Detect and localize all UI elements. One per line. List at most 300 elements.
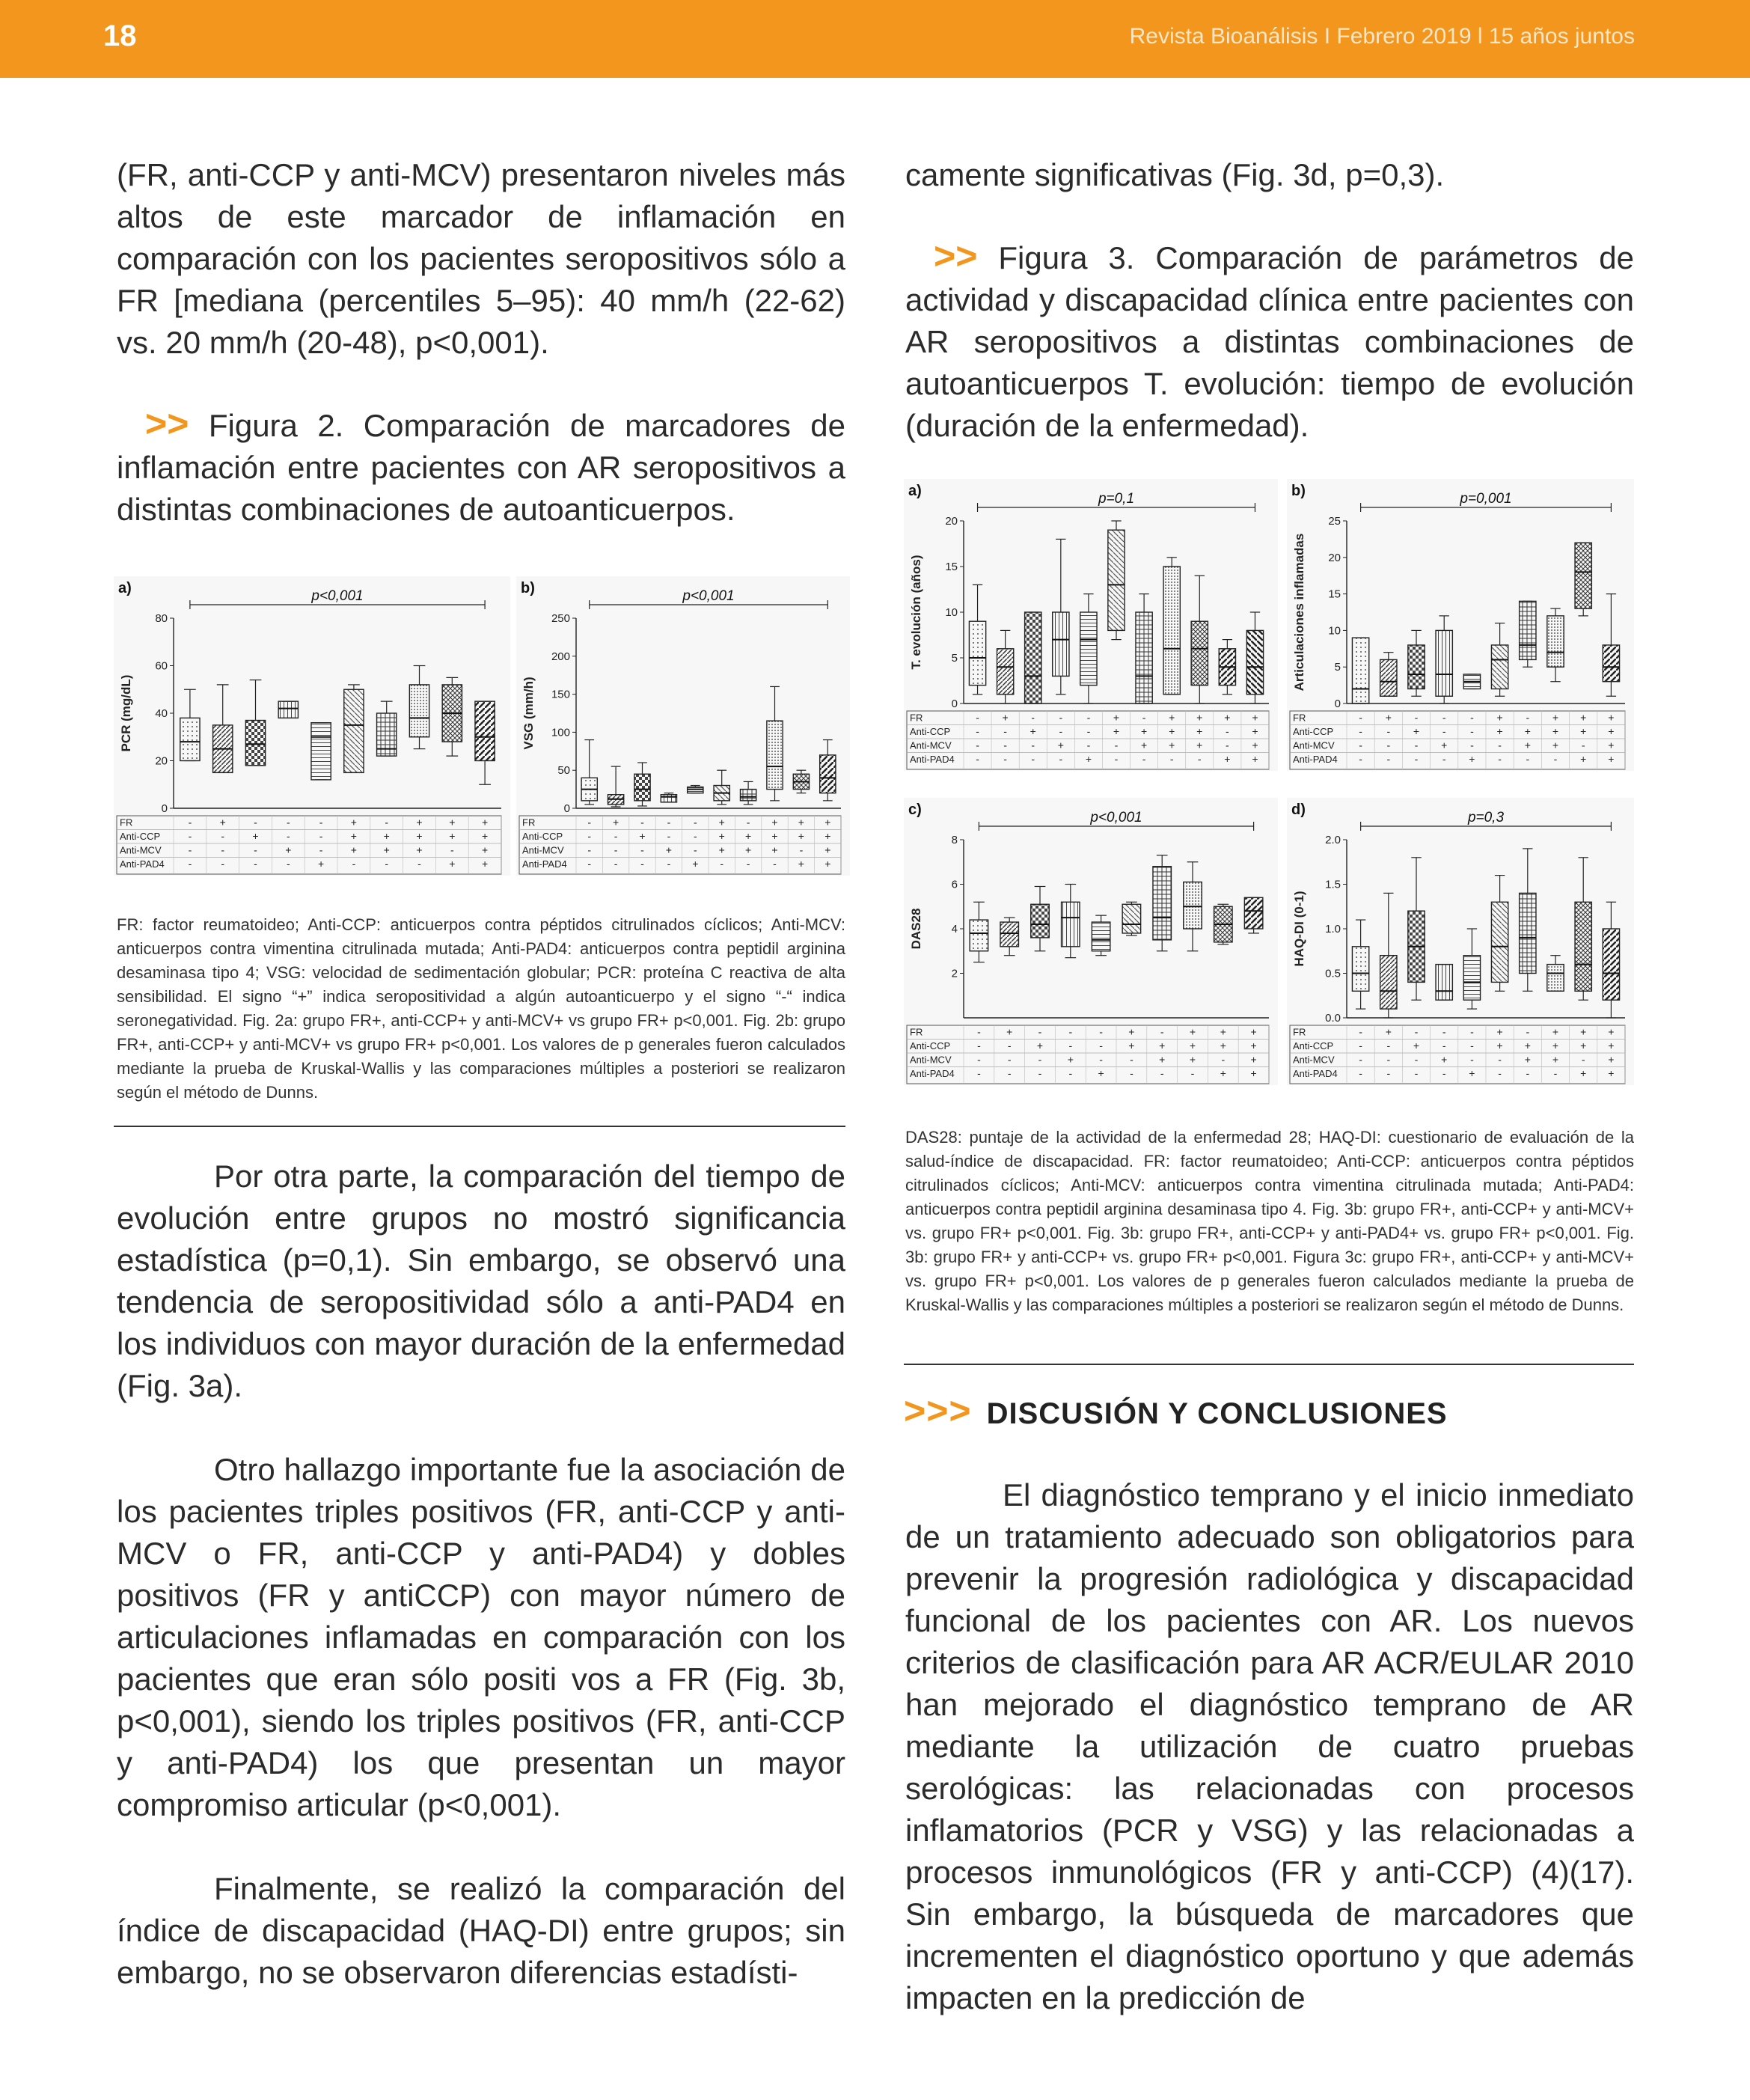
box-plot: [1520, 601, 1536, 667]
table-row-label: Anti-CCP: [910, 726, 951, 737]
table-sign: +: [1252, 711, 1258, 724]
y-tick-label: 5: [951, 652, 958, 665]
box-plot: [1025, 612, 1041, 703]
table-sign: +: [1057, 739, 1064, 751]
table-sign: +: [639, 830, 646, 842]
table-sign: -: [1003, 739, 1007, 751]
table-sign: -: [1099, 1040, 1103, 1051]
table-row-label: Anti-PAD4: [1293, 1068, 1338, 1079]
box: [1380, 659, 1397, 696]
table-sign: -: [693, 830, 697, 842]
table-sign: +: [1496, 1025, 1503, 1038]
figure-2-title: [117, 403, 845, 531]
table-sign: +: [718, 843, 725, 856]
table-sign: -: [1190, 1067, 1195, 1079]
table-sign: -: [587, 858, 592, 870]
table-sign: +: [416, 830, 423, 842]
panel-label: c): [908, 802, 922, 818]
table-sign: +: [1224, 711, 1231, 724]
table-sign: -: [1059, 725, 1063, 737]
figure-3c-chart: [904, 798, 1278, 1085]
box: [1520, 601, 1536, 659]
table-sign: -: [1086, 739, 1091, 751]
table-sign: -: [1059, 711, 1063, 724]
right-paragraph-1: camente significativas (Fig. 3d, p=0,3).: [905, 157, 1445, 192]
box-plot: [1153, 855, 1171, 951]
table-sign: +: [449, 830, 456, 842]
figure-3d-chart: [1287, 798, 1634, 1085]
table-sign: +: [771, 830, 778, 842]
table-sign: -: [640, 843, 644, 856]
panel-label: a): [908, 483, 922, 499]
box: [1491, 902, 1508, 982]
table-sign: -: [1470, 739, 1474, 751]
table-sign: -: [1414, 711, 1419, 724]
table-sign: +: [1441, 739, 1448, 751]
y-tick-label: 50: [557, 764, 570, 778]
box-plot: [1163, 558, 1180, 695]
table-sign: +: [1580, 711, 1587, 724]
table-sign: +: [1552, 725, 1559, 737]
figure-3b-chart: [1287, 479, 1634, 771]
box-plot: [688, 786, 703, 793]
table-row-label: FR: [1293, 712, 1306, 724]
table-sign: -: [693, 816, 697, 828]
table-sign: -: [1498, 739, 1502, 751]
table-sign: +: [1496, 725, 1503, 737]
table-sign: +: [1067, 1053, 1074, 1066]
table-sign: -: [1386, 739, 1391, 751]
table-row-label: Anti-CCP: [910, 1040, 951, 1051]
p-value-label: p=0,3: [1467, 810, 1505, 825]
table-sign: +: [1036, 1040, 1044, 1051]
table-sign: +: [1496, 1040, 1503, 1051]
table-sign: -: [1114, 753, 1119, 765]
box-plot: [793, 770, 809, 793]
figure-2-caption: FR: factor reumatoideo; Anti-CCP: anticuerpos contra péptidos citrulinados cíclicos; Anti-MCV: anticuerpos contra vimentina citrulinada mutada; Anti-PAD4: anticuerpos contra peptidil arginina desaminasa tipo 4; VSG: velocidad de sedimentación globular; PCR: proteína C reactiva de alta sensibilidad. El signo “+” indica seropositividad a algún autoanticuerpo y el signo “-“ indica seronegatividad. Fig. 2a: grupo FR+, anti-CCP+ y anti-MCV+ vs grupo FR+ p<0,001. Fig. 2b: grupo FR+, anti-CCP+ y anti-MCV+ vs grupo FR+ p<0,001. Los valores de p generales fueron calculados mediante la prueba de Kruskal-Wallis y las comparaciones múltiples a posteriori se realizaron según el método de Dunns.: [117, 915, 845, 1102]
table-sign: +: [482, 816, 489, 828]
box: [1463, 956, 1480, 1001]
table-sign: +: [383, 843, 390, 856]
box-plot: [344, 685, 364, 772]
table-row-label: Anti-PAD4: [522, 858, 567, 870]
table-sign: -: [693, 843, 697, 856]
table-sign: +: [1385, 711, 1392, 724]
table-sign: +: [1441, 1053, 1448, 1066]
box: [1031, 904, 1049, 938]
table-sign: -: [1442, 753, 1446, 765]
table-sign: +: [1608, 1067, 1615, 1079]
figure-3-caption-block: [905, 1126, 1634, 1317]
table-sign: +: [798, 830, 804, 842]
y-tick-label: 250: [551, 612, 570, 625]
table-sign: +: [1140, 725, 1148, 737]
table-sign: -: [286, 858, 290, 870]
table-sign: +: [1524, 725, 1531, 737]
y-tick-label: 5: [1334, 661, 1341, 674]
table-sign: -: [614, 858, 618, 870]
table-sign: +: [1524, 1040, 1531, 1051]
table-sign: -: [1086, 711, 1091, 724]
table-sign: +: [824, 830, 831, 842]
table-sign: +: [1496, 711, 1503, 724]
table-sign: -: [1498, 1067, 1502, 1079]
table-sign: -: [587, 830, 592, 842]
table-sign: -: [1581, 739, 1585, 751]
table-sign: -: [976, 725, 979, 737]
left-paragraph-4: Finalmente, se realizó la comparación del índice de discapacidad (HAQ-DI) entre grupos; sin embargo, no se observaron diferencias estadísti-: [117, 1871, 845, 1990]
box: [1053, 612, 1069, 676]
box: [1108, 530, 1125, 630]
figure-arrow-icon: >>: [934, 235, 978, 277]
table-sign: -: [1221, 1053, 1226, 1066]
y-tick-label: 10: [1328, 624, 1341, 638]
y-tick-label: 4: [951, 923, 958, 935]
table-sign: -: [254, 843, 257, 856]
table-sign: +: [613, 816, 619, 828]
box: [1380, 956, 1397, 1009]
table-sign: -: [1130, 1053, 1133, 1066]
box: [969, 621, 985, 685]
box: [1575, 543, 1591, 608]
figure-2a-chart: [114, 576, 510, 876]
table-sign: -: [221, 843, 225, 856]
table-sign: -: [1059, 753, 1063, 765]
table-sign: +: [1608, 711, 1615, 724]
table-row-label: Anti-CCP: [120, 831, 161, 842]
y-tick-label: 40: [155, 707, 168, 720]
p-value-label: p<0,001: [1090, 810, 1142, 825]
table-sign: -: [1526, 1067, 1530, 1079]
table-sign: +: [350, 843, 357, 856]
table-sign: -: [1226, 739, 1229, 751]
table-sign: -: [319, 843, 323, 856]
box: [1547, 965, 1564, 992]
table-sign: -: [1007, 1040, 1012, 1051]
table-sign: -: [1414, 1053, 1419, 1066]
table-sign: +: [1552, 1025, 1559, 1038]
table-sign: +: [1252, 725, 1258, 737]
table-sign: -: [1068, 1025, 1073, 1038]
table-sign: -: [1359, 711, 1362, 724]
table-sign: -: [1160, 1025, 1164, 1038]
table-sign: +: [350, 816, 357, 828]
y-tick-label: 0: [563, 802, 570, 815]
table-sign: +: [252, 830, 259, 842]
table-sign: +: [824, 816, 831, 828]
table-sign: -: [1470, 1040, 1474, 1051]
box-plot: [1108, 521, 1125, 640]
y-tick-label: 8: [951, 834, 958, 846]
right-paragraph-2: El diagnóstico temprano y el inicio inmediato de un tratamiento adecuado son obligatorios para prevenir la progresión radiológica y discapacidad funcional de los pacientes con AR. Los nuevos criterios de clasificación para AR ACR/EULAR 2010 han mejorado el diagnóstico temprano de AR mediante la utilización de cuatro pruebas serológicas: las relacionadas con procesos inflamatorios (PCR y VSG) y las relacionadas a procesos inmunológicos (FR y anti-CCP) (4)(17). Sin embargo, la búsqueda de marcadores que incrementen el diagnóstico oportuno y que además impacten en la predicción de: [905, 1477, 1634, 2015]
box: [311, 723, 331, 780]
table-sign: -: [720, 858, 724, 870]
y-tick-label: 0.5: [1325, 967, 1341, 980]
table-row-label: Anti-MCV: [120, 844, 162, 856]
table-sign: -: [1359, 1025, 1362, 1038]
table-row-label: Anti-PAD4: [910, 754, 955, 765]
table-row-label: FR: [522, 817, 536, 828]
table-sign: -: [667, 858, 671, 870]
table-sign: +: [1469, 753, 1475, 765]
box: [1244, 897, 1262, 929]
box: [475, 701, 495, 760]
table-sign: +: [771, 816, 778, 828]
table-sign: -: [1386, 1067, 1391, 1079]
table-sign: +: [1250, 1067, 1257, 1079]
y-axis-label: Articulaciones inflamadas: [1292, 533, 1306, 692]
box: [970, 920, 988, 951]
table-sign: -: [1031, 753, 1035, 765]
y-tick-label: 6: [951, 878, 958, 891]
box: [1025, 612, 1041, 703]
table-sign: -: [1226, 725, 1229, 737]
table-sign: -: [1498, 1053, 1502, 1066]
box: [1062, 902, 1080, 947]
table-sign: +: [1608, 725, 1615, 737]
table-sign: -: [1414, 1025, 1419, 1038]
table-sign: -: [450, 843, 454, 856]
box: [344, 689, 364, 772]
left-column: [117, 154, 845, 531]
box: [1163, 567, 1180, 695]
box: [1408, 645, 1425, 689]
table-sign: -: [1442, 1067, 1446, 1079]
table-sign: -: [1114, 739, 1119, 751]
table-sign: +: [1006, 1025, 1013, 1038]
table-sign: -: [1086, 725, 1091, 737]
y-tick-label: 20: [155, 754, 168, 768]
box: [820, 755, 836, 793]
table-sign: +: [1169, 711, 1175, 724]
table-sign: -: [385, 858, 389, 870]
y-tick-label: 200: [551, 650, 570, 663]
table-sign: +: [718, 816, 725, 828]
table-sign: -: [286, 816, 290, 828]
table-sign: -: [385, 816, 389, 828]
table-sign: +: [1385, 1025, 1392, 1038]
y-tick-label: 20: [945, 515, 958, 528]
table-sign: -: [221, 830, 225, 842]
table-sign: +: [1580, 1067, 1587, 1079]
table-sign: +: [1189, 1053, 1196, 1066]
p-value-label: p=0,001: [1460, 491, 1512, 507]
figure-2b-chart: [516, 576, 850, 876]
table-sign: +: [1552, 1040, 1559, 1051]
box-plot: [1352, 638, 1368, 703]
y-tick-label: 0: [1334, 698, 1341, 710]
table-sign: -: [1130, 1067, 1133, 1079]
table-sign: +: [1250, 1025, 1257, 1038]
table-sign: +: [1580, 1025, 1587, 1038]
table-sign: -: [1359, 739, 1362, 751]
panel-label: a): [118, 580, 132, 596]
right-column: [905, 154, 1634, 447]
table-sign: +: [1552, 711, 1559, 724]
box: [180, 718, 200, 760]
table-sign: -: [1007, 1053, 1012, 1066]
table-sign: -: [1470, 1053, 1474, 1066]
box: [1520, 893, 1536, 973]
box: [1184, 882, 1202, 929]
table-sign: -: [1359, 1053, 1362, 1066]
box-plot: [1244, 897, 1262, 933]
figure-2-caption-block: [117, 913, 845, 1105]
table-sign: +: [1608, 1053, 1615, 1066]
divider: [904, 1364, 1634, 1365]
table-sign: +: [1140, 739, 1148, 751]
table-sign: -: [977, 1040, 981, 1051]
box: [1000, 922, 1018, 947]
table-row-label: Anti-MCV: [910, 739, 952, 751]
table-sign: -: [1442, 711, 1446, 724]
table-sign: +: [1196, 725, 1203, 737]
table-sign: +: [1252, 753, 1258, 765]
table-sign: -: [1498, 753, 1502, 765]
y-tick-label: 0: [951, 698, 958, 710]
table-sign: +: [449, 816, 456, 828]
table-sign: -: [773, 858, 777, 870]
y-tick-label: 25: [1328, 515, 1341, 528]
table-sign: -: [640, 858, 644, 870]
y-tick-label: 1.0: [1325, 923, 1341, 935]
table-sign: +: [1250, 1040, 1257, 1051]
left-paragraph-1: (FR, anti-CCP y anti-MCV) presentaron niveles más altos de este marcador de inflamación en comparación con los pacientes seropositivos sólo a FR [mediana (percentiles 5–95): 40 mm/h (22-62) vs. 20 mm/h (20-48), p<0,001).: [117, 157, 845, 360]
table-sign: -: [1197, 753, 1202, 765]
table-row-label: FR: [120, 817, 133, 828]
section-arrow-icon: >>>: [904, 1390, 972, 1432]
table-sign: -: [1038, 1025, 1042, 1038]
y-axis-label: VSG (mm/h): [521, 677, 536, 750]
table-sign: -: [746, 858, 750, 870]
table-sign: -: [1003, 753, 1007, 765]
box: [1122, 904, 1140, 933]
table-sign: -: [1142, 753, 1146, 765]
table-sign: -: [587, 843, 592, 856]
table-sign: -: [977, 1067, 981, 1079]
table-sign: -: [1359, 1067, 1362, 1079]
box-plot: [661, 793, 676, 802]
box: [1246, 630, 1263, 694]
table-sign: -: [1359, 725, 1362, 737]
table-sign: -: [614, 830, 618, 842]
table-sign: +: [692, 858, 699, 870]
table-sign: +: [1220, 1040, 1226, 1051]
table-sign: +: [1002, 711, 1009, 724]
box: [1436, 630, 1452, 696]
table-sign: -: [188, 816, 192, 828]
table-sign: +: [745, 830, 752, 842]
table-sign: -: [352, 858, 356, 870]
y-tick-label: 2.0: [1325, 834, 1341, 846]
box: [1191, 621, 1208, 685]
table-sign: +: [1608, 753, 1615, 765]
table-sign: -: [1068, 1067, 1073, 1079]
table-sign: -: [1142, 711, 1146, 724]
table-sign: -: [1442, 1025, 1446, 1038]
y-tick-label: 150: [551, 688, 570, 701]
table-sign: +: [285, 843, 292, 856]
page-number: 18: [103, 19, 137, 52]
table-row-label: Anti-CCP: [522, 831, 563, 842]
table-sign: +: [1169, 739, 1175, 751]
box: [1352, 947, 1368, 992]
table-sign: +: [1128, 1040, 1135, 1051]
table-sign: -: [1068, 1040, 1073, 1051]
table-sign: +: [383, 830, 390, 842]
y-tick-label: 1.5: [1325, 878, 1341, 891]
table-sign: +: [1608, 739, 1615, 751]
table-sign: +: [1552, 1053, 1559, 1066]
table-sign: +: [482, 843, 489, 856]
box-plot: [1436, 965, 1452, 1001]
table-sign: -: [976, 739, 979, 751]
table-sign: +: [1580, 753, 1587, 765]
table-sign: -: [1526, 1025, 1530, 1038]
table-sign: -: [1099, 1053, 1103, 1066]
table-row-label: Anti-PAD4: [1293, 754, 1338, 765]
table-sign: -: [1414, 753, 1419, 765]
box-plot: [1575, 543, 1591, 616]
table-sign: -: [1470, 711, 1474, 724]
table-sign: +: [219, 816, 226, 828]
table-sign: +: [318, 858, 325, 870]
table-sign: +: [1169, 725, 1175, 737]
table-sign: +: [1608, 1025, 1615, 1038]
y-tick-label: 15: [945, 561, 958, 573]
p-value-label: p=0,1: [1098, 491, 1135, 507]
table-sign: -: [1031, 711, 1035, 724]
table-sign: +: [350, 830, 357, 842]
box: [1092, 922, 1110, 951]
table-sign: -: [667, 830, 671, 842]
table-sign: -: [1099, 1025, 1103, 1038]
table-row-label: Anti-CCP: [1293, 726, 1334, 737]
table-sign: -: [319, 830, 323, 842]
box: [997, 649, 1014, 695]
table-sign: +: [1524, 1053, 1531, 1066]
table-sign: -: [1169, 753, 1174, 765]
table-sign: +: [1220, 1067, 1226, 1079]
box: [278, 701, 298, 718]
table-sign: -: [1442, 725, 1446, 737]
box: [661, 795, 676, 802]
box-plot: [1214, 904, 1232, 944]
table-row-label: Anti-PAD4: [120, 858, 165, 870]
box: [740, 790, 756, 801]
box: [1547, 616, 1564, 667]
y-tick-label: 15: [1328, 587, 1341, 601]
box: [767, 721, 783, 789]
table-sign: -: [1007, 1067, 1012, 1079]
table-sign: -: [1038, 1067, 1042, 1079]
figure-3-caption: DAS28: puntaje de la actividad de la enfermedad 28; HAQ-DI: cuestionario de evaluación de la salud-índice de discapacidad. FR: factor reumatoideo; Anti-CCP: anticuerpos contra péptidos citrulinados cíclicos; Anti-MCV: anticuerpos contra vimentina citrulinada mutada; Anti-PAD4: anticuerpos contra peptidil arginina desaminasa tipo 4. Fig. 3b: grupo FR+, anti-CCP+ y anti-MCV+ vs. grupo FR+ p<0,001. Fig. 3b: grupo FR+, anti-CCP+ y anti-PAD4+ vs. grupo FR+ p<0,001. Fig. 3b: grupo FR+ y anti-CCP+ vs. grupo FR+ p<0,001. Figura 3c: grupo FR+, anti-CCP+ y anti-MCV+ vs. grupo FR+ p<0,001. Los valores de p generales fueron calculados mediante la prueba de Kruskal-Wallis y las comparaciones múltiples a posteriori se realizaron según el método de Dunns.: [905, 1128, 1634, 1314]
box: [1352, 638, 1368, 703]
table-sign: -: [1386, 1053, 1391, 1066]
table-sign: -: [254, 858, 257, 870]
table-sign: -: [799, 843, 804, 856]
y-tick-label: 10: [945, 606, 958, 619]
y-tick-label: 60: [155, 659, 168, 673]
table-sign: +: [824, 858, 831, 870]
table-sign: +: [798, 858, 804, 870]
box-plot: [311, 723, 331, 780]
table-sign: +: [1413, 725, 1420, 737]
table-sign: -: [221, 858, 225, 870]
y-tick-label: 0: [161, 802, 168, 815]
table-sign: -: [1553, 1067, 1558, 1079]
y-axis-label: T. evolución (años): [909, 555, 923, 670]
